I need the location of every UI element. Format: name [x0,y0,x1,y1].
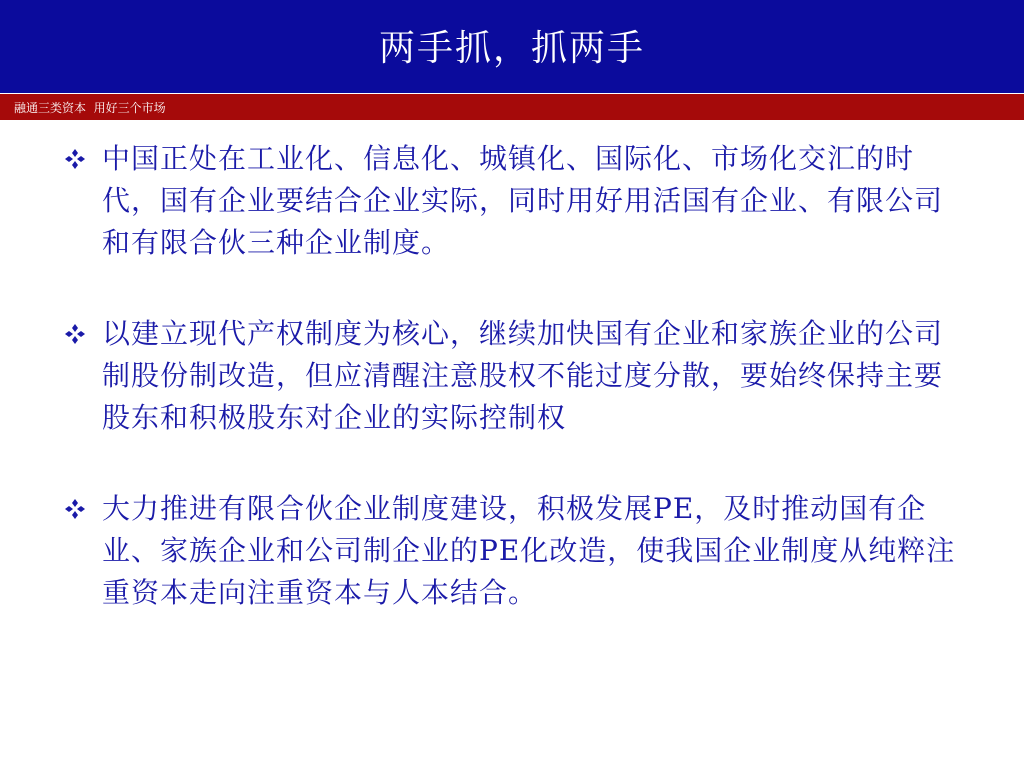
diamond-bullet-icon [62,138,102,180]
diamond-bullet-icon [62,488,102,530]
bullet-text: 大力推进有限合伙企业制度建设，积极发展PE，及时推动国有企业、家族企业和公司制企业的PE化改造，使我国企业制度从纯粹注重资本走向注重资本与人本结合。 [102,492,956,609]
bullet-item [62,138,982,264]
bullet-list [62,138,982,663]
diamond-bullet-icon [62,313,102,355]
title-bar [0,0,1024,93]
slide-title: 两手抓，抓两手 [378,28,645,69]
subtitle-bar [0,94,1024,120]
bullet-text: 以建立现代产权制度为核心，继续加快国有企业和家族企业的公司制股份制改造，但应清醒注意股权不能过度分散，要始终保持主要股东和积极股东对企业的实际控制权 [102,317,944,434]
bullet-item [62,488,982,614]
bullet-item [62,313,982,439]
slide-subtitle: 融通三类资本 用好三个市场 [14,100,166,115]
bullet-text: 中国正处在工业化、信息化、城镇化、国际化、市场化交汇的时代，国有企业要结合企业实际，同时用好用活国有企业、有限公司和有限合伙三种企业制度。 [102,142,944,259]
